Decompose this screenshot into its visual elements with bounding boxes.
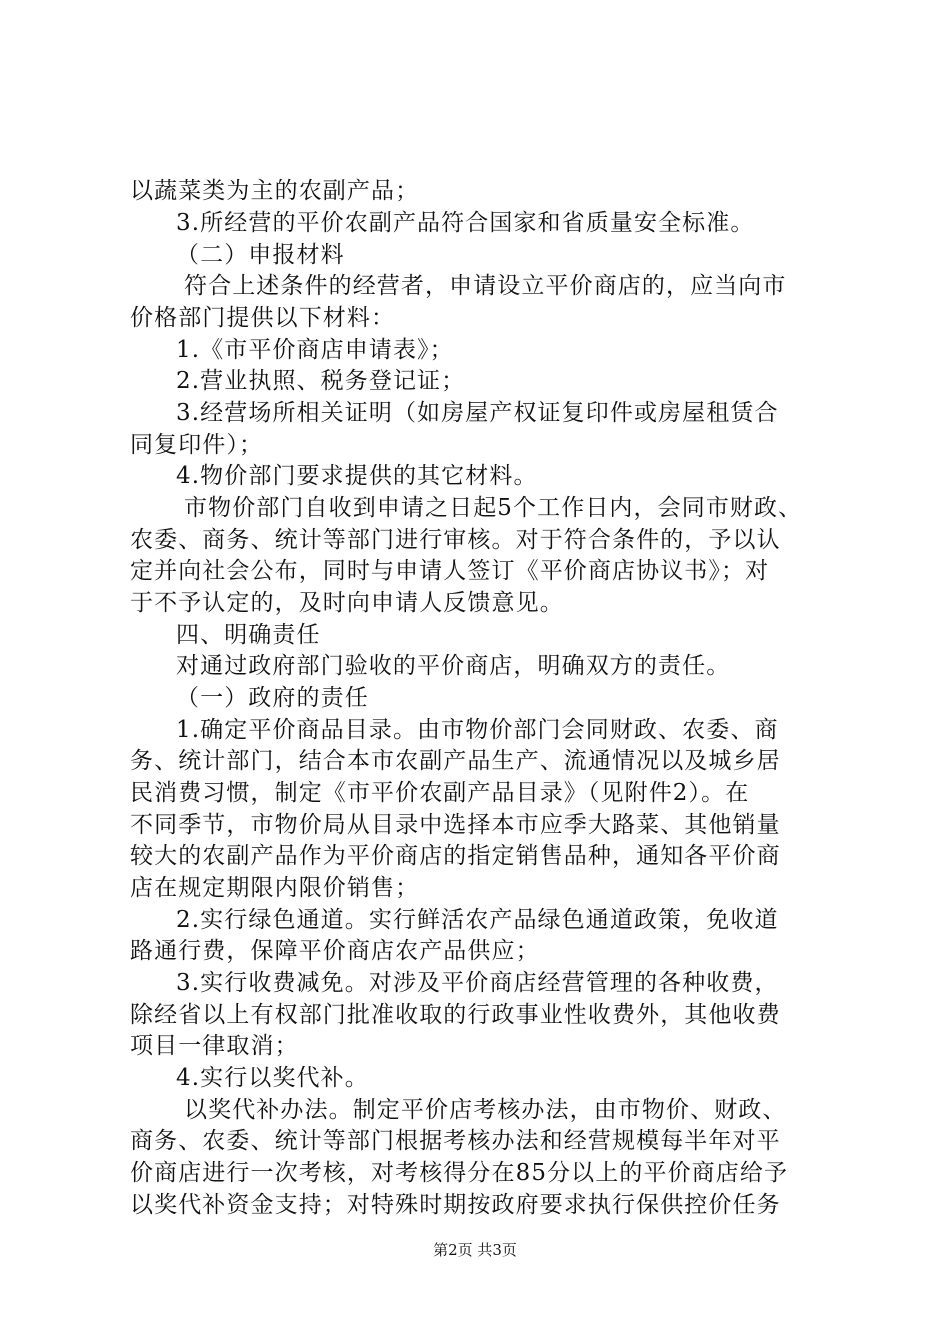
text-line: 除经省以上有权部门批准收取的行政事业性收费外，其他收费 xyxy=(130,1002,781,1028)
text-line: 较大的农副产品作为平价商店的指定销售品种，通知各平价商 xyxy=(130,843,781,869)
section-heading: （二）申报材料 xyxy=(176,242,345,268)
text-line: 商务、农委、统计等部门根据考核办法和经营规模每半年对平 xyxy=(130,1128,781,1154)
text-line: 以蔬菜类为主的农副产品； xyxy=(130,178,420,204)
list-item: 1.《市平价商店申请表》； xyxy=(176,337,454,363)
text-line: 以奖代补资金支持；对特殊时期按政府要求执行保供控价任务 xyxy=(130,1192,781,1218)
list-item: 3.实行收费减免。对涉及平价商店经营管理的各种收费， xyxy=(176,970,779,996)
text-line: 农委、商务、统计等部门进行审核。对于符合条件的，予以认 xyxy=(130,527,781,553)
text-line: 符合上述条件的经营者，申请设立平价商店的，应当向市 xyxy=(184,273,787,299)
list-item: 3.经营场所相关证明（如房屋产权证复印件或房屋租赁合 xyxy=(176,400,779,426)
list-item: 4.实行以奖代补。 xyxy=(176,1065,369,1091)
text-line: 以奖代补办法。制定平价店考核办法，由市物价、财政、 xyxy=(184,1097,787,1123)
text-line: 项目一律取消； xyxy=(130,1033,299,1059)
text-line: 于不予认定的，及时向申请人反馈意见。 xyxy=(130,590,564,616)
list-item: 2.实行绿色通道。实行鲜活农产品绿色通道政策，免收道 xyxy=(176,907,779,933)
text-line: 不同季节，市物价局从目录中选择本市应季大路菜、其他销量 xyxy=(130,812,781,838)
text-line: 路通行费，保障平价商店农产品供应； xyxy=(130,938,540,964)
text-line: 民消费习惯，制定《市平价农副产品目录》（见附件2）。在 xyxy=(130,780,750,806)
text-line: 同复印件）； xyxy=(130,432,264,458)
text-line: 价格部门提供以下材料： xyxy=(130,305,396,331)
text-line: 务、统计部门，结合本市农副产品生产、流通情况以及城乡居 xyxy=(130,748,781,774)
page-footer: 第2页 共3页 xyxy=(433,1241,517,1259)
list-item: 4.物价部门要求提供的其它材料。 xyxy=(176,463,538,489)
text-line: 市物价部门自收到申请之日起5个工作日内，会同市财政、 xyxy=(184,495,803,521)
list-item: 1.确定平价商品目录。由市物价部门会同财政、农委、商 xyxy=(176,717,779,743)
text-line: 3.所经营的平价农副产品符合国家和省质量安全标准。 xyxy=(176,210,755,236)
list-item: 2.营业执照、税务登记证； xyxy=(176,368,466,394)
text-line: 对通过政府部门验收的平价商店，明确双方的责任。 xyxy=(176,653,731,679)
section-heading: （一）政府的责任 xyxy=(176,685,369,711)
text-line: 定并向社会公布，同时与申请人签订《平价商店协议书》；对 xyxy=(130,558,770,584)
text-line: 店在规定期限内限价销售； xyxy=(130,875,420,901)
text-line: 价商店进行一次考核，对考核得分在85分以上的平价商店给予 xyxy=(130,1160,789,1186)
section-heading: 四、明确责任 xyxy=(176,622,321,648)
